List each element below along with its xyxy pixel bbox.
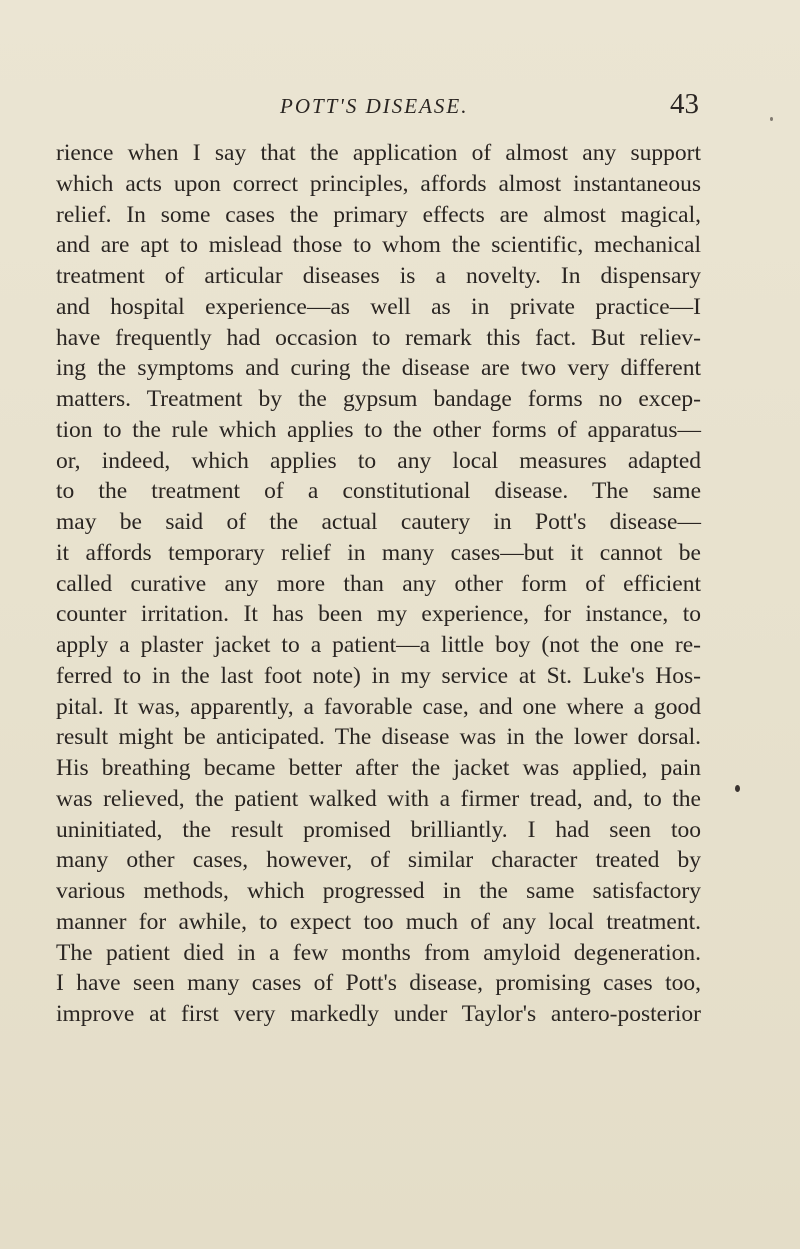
text-line: called curative any more than any other form of efficient [56,570,701,597]
text-line: various methods, which progressed in the same satisfactory [56,878,701,904]
body-text [56,138,701,1030]
text-line: many other cases, however, of similar character treated by [56,847,701,874]
text-line: ing the symptoms and curing the disease are two very different [56,355,701,382]
running-head [0,88,800,128]
text-line: and hospital experience—as well as in private practice—I [56,293,701,320]
page-number: 43 [670,88,699,120]
text-line: have frequently had occasion to remark this fact. But reliev- [56,324,701,351]
text-line: treatment of articular diseases is a novelty. In dispensary [56,263,701,289]
text-line: rience when I say that the application of almost any support [56,140,701,166]
text-line: His breathing became better after the jacket was applied, pain [56,755,701,781]
text-line: improve at first very markedly under Taylor's antero-posterior [56,1001,701,1027]
text-line: matters. Treatment by the gypsum bandage forms no excep- [56,386,701,412]
ink-speck [770,117,773,121]
text-line: which acts upon correct principles, affords almost instantaneous [56,170,701,197]
text-line: pital. It was, apparently, a favorable case, and one where a good [56,693,701,720]
text-line: result might be anticipated. The disease was in the lower dorsal. [56,724,701,751]
text-line: I have seen many cases of Pott's disease, promising cases too, [56,970,701,997]
text-line: counter irritation. It has been my experience, for instance, to [56,601,701,628]
running-title: POTT'S DISEASE. [280,94,469,118]
text-line: was relieved, the patient walked with a firmer tread, and, to the [56,785,701,812]
text-line: relief. In some cases the primary effects are almost magical, [56,201,701,228]
text-line: The patient died in a few months from amyloid degeneration. [56,939,701,966]
text-line: to the treatment of a constitutional disease. The same [56,478,701,505]
text-line: it affords temporary relief in many cases—but it cannot be [56,539,701,566]
ink-speck [735,785,740,792]
text-line: and are apt to mislead those to whom the scientific, mechanical [56,232,701,259]
text-line: ferred to in the last foot note) in my service at St. Luke's Hos- [56,662,701,689]
text-line: manner for awhile, to expect too much of any local treatment. [56,908,701,935]
text-line: uninitiated, the result promised brilliantly. I had seen too [56,816,701,843]
text-line: or, indeed, which applies to any local measures adapted [56,447,701,474]
text-line: tion to the rule which applies to the other forms of apparatus— [56,416,701,443]
text-line: apply a plaster jacket to a patient—a little boy (not the one re- [56,632,701,658]
text-line: may be said of the actual cautery in Pott's disease— [56,509,701,535]
